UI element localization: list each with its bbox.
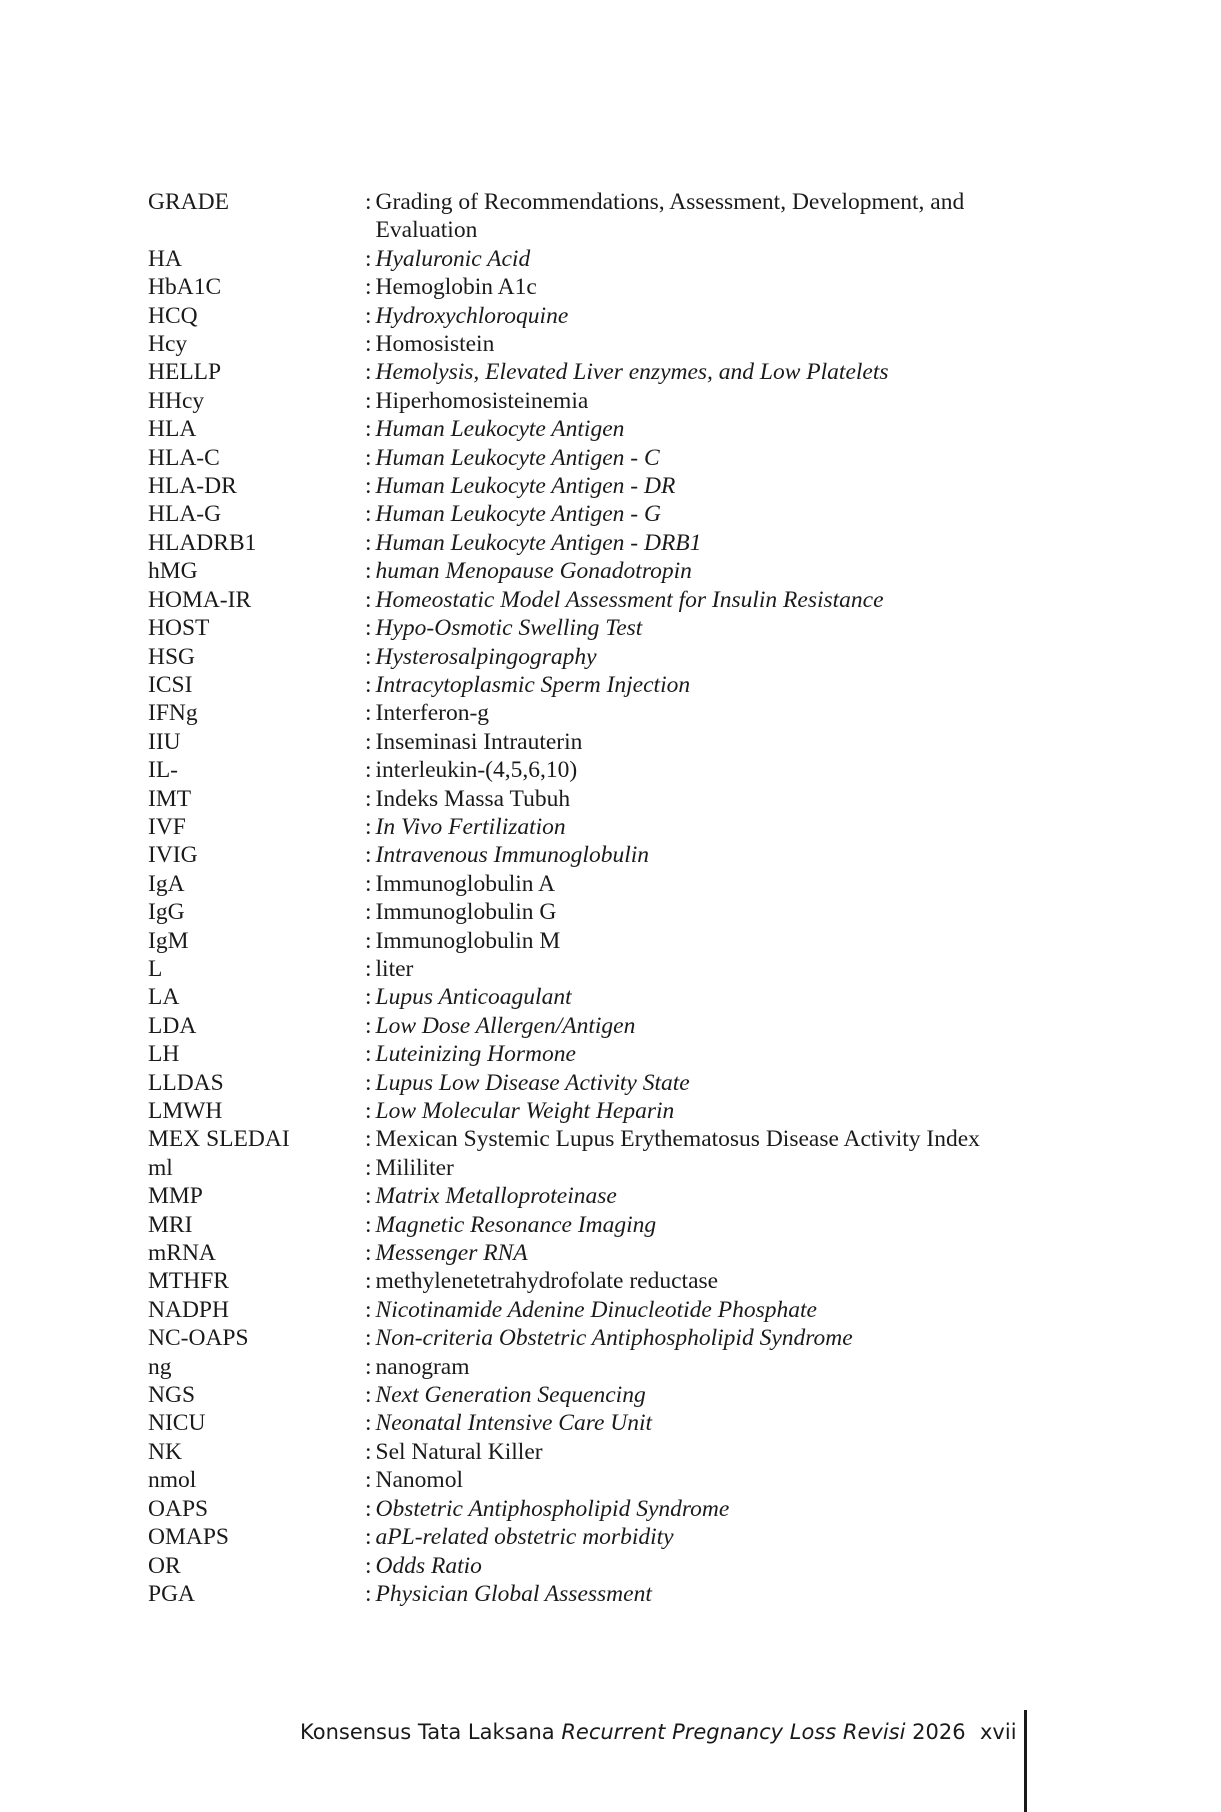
abbreviation-entry — [148, 330, 1048, 358]
abbreviation-term: OAPS — [148, 1495, 209, 1522]
abbreviation-definition: Human Leukocyte Antigen - C — [375, 444, 660, 471]
abbreviation-term: LA — [148, 984, 180, 1011]
separator-colon: : — [365, 1211, 372, 1238]
abbreviation-entry — [148, 1097, 1048, 1125]
separator-colon: : — [365, 1183, 372, 1210]
abbreviation-entry — [148, 1552, 1048, 1580]
separator-colon: : — [365, 1069, 372, 1096]
page-footer — [300, 1718, 966, 1746]
abbreviation-entry — [148, 756, 1048, 784]
abbreviation-term: MMP — [148, 1183, 203, 1210]
separator-colon: : — [365, 1098, 372, 1124]
separator-colon: : — [365, 842, 372, 869]
abbreviation-definition: Nanomol — [375, 1467, 463, 1494]
abbreviation-term: OMAPS — [148, 1524, 229, 1551]
abbreviation-definition: Mililiter — [375, 1154, 454, 1181]
abbreviation-definition: Matrix Metalloproteinase — [375, 1183, 617, 1210]
separator-colon: : — [365, 473, 372, 500]
abbreviation-definition: Hydroxychloroquine — [375, 302, 569, 329]
separator-colon: : — [365, 586, 372, 613]
abbreviation-term: MTHFR — [148, 1268, 229, 1295]
abbreviation-term: HCQ — [148, 302, 198, 329]
abbreviation-definition: Hemoglobin A1c — [375, 274, 537, 301]
abbreviation-term: HLA-DR — [148, 473, 237, 500]
abbreviation-term: IgA — [148, 870, 185, 897]
abbreviation-term: HHcy — [148, 387, 205, 414]
abbreviation-definition: Mexican Systemic Lupus Erythematosus Disease Activity Index — [375, 1126, 980, 1153]
abbreviation-term: IVIG — [148, 842, 198, 869]
abbreviation-definition: Immunoglobulin A — [375, 870, 556, 897]
abbreviation-definition: Sel Natural Killer — [375, 1438, 543, 1465]
abbreviation-term: HSG — [148, 643, 196, 670]
separator-colon: : — [365, 728, 372, 755]
separator-colon: : — [365, 1154, 372, 1181]
separator-colon: : — [365, 1268, 372, 1295]
separator-colon: : — [365, 1325, 372, 1352]
abbreviation-definition: Immunoglobulin G — [375, 899, 557, 926]
abbreviation-entry — [148, 472, 1048, 500]
separator-colon: : — [365, 1495, 372, 1522]
abbreviation-definition: Low Dose Allergen/Antigen — [375, 1012, 636, 1039]
abbreviation-term: PGA — [148, 1580, 196, 1607]
abbreviation-definition: Lupus Low Disease Activity State — [375, 1069, 690, 1096]
abbreviation-entry — [148, 870, 1048, 898]
separator-colon: : — [365, 615, 372, 642]
abbreviation-term: LH — [148, 1041, 180, 1068]
abbreviation-definition: methylenetetrahydrofolate reductase — [375, 1268, 719, 1295]
abbreviation-definition: Non-criteria Obstetric Antiphospholipid Syndrome — [375, 1325, 853, 1352]
abbreviation-entry — [148, 1523, 1048, 1551]
separator-colon: : — [365, 1524, 372, 1551]
separator-colon: : — [365, 1410, 372, 1437]
abbreviation-term: IFNg — [148, 700, 198, 727]
abbreviation-definition: Physician Global Assessment — [375, 1580, 652, 1607]
separator-colon: : — [365, 955, 372, 982]
abbreviation-definition: Human Leukocyte Antigen - DRB1 — [375, 529, 702, 556]
abbreviation-term: HLA — [148, 416, 197, 443]
abbreviation-definition: Intravenous Immunoglobulin — [375, 842, 650, 869]
abbreviation-entry — [148, 358, 1048, 386]
abbreviation-entry — [148, 500, 1048, 528]
abbreviation-term: HA — [148, 245, 182, 272]
abbreviation-entry — [148, 1040, 1048, 1068]
abbreviation-entry — [148, 1409, 1048, 1437]
abbreviation-definition: Hypo-Osmotic Swelling Test — [375, 615, 643, 642]
abbreviation-term: LMWH — [148, 1098, 223, 1124]
abbreviation-entry — [148, 302, 1048, 330]
footer-title — [300, 1718, 966, 1746]
abbreviation-term: HOST — [148, 615, 210, 642]
abbreviation-entry — [148, 1154, 1048, 1182]
abbreviation-term: IVF — [148, 813, 186, 840]
separator-colon: : — [365, 671, 372, 698]
abbreviation-entry — [148, 586, 1048, 614]
abbreviation-entry — [148, 1239, 1048, 1267]
separator-colon: : — [365, 785, 372, 812]
abbreviation-term: HLA-C — [148, 444, 220, 471]
abbreviation-definition: interleukin-(4,5,6,10) — [375, 757, 578, 784]
separator-colon: : — [365, 1296, 372, 1323]
abbreviation-term: ml — [148, 1154, 173, 1181]
separator-colon: : — [365, 870, 372, 897]
footer-title-part-1: Konsensus Tata Laksana — [300, 1720, 562, 1744]
abbreviation-term: MRI — [148, 1211, 193, 1238]
separator-colon: : — [365, 927, 372, 954]
separator-colon: : — [365, 245, 372, 272]
abbreviation-term: LLDAS — [148, 1069, 224, 1096]
abbreviation-entry — [148, 529, 1048, 557]
abbreviation-term: HbA1C — [148, 274, 222, 301]
abbreviation-entry — [148, 1012, 1048, 1040]
abbreviation-entry — [148, 1466, 1048, 1494]
abbreviation-term: L — [148, 955, 163, 982]
abbreviation-term: Hcy — [148, 331, 188, 358]
abbreviation-definition: Homosistein — [375, 331, 495, 358]
separator-colon: : — [365, 1012, 372, 1039]
abbreviation-entry — [148, 614, 1048, 642]
abbreviation-definition: Obstetric Antiphospholipid Syndrome — [375, 1495, 730, 1522]
abbreviation-term: hMG — [148, 558, 198, 585]
abbreviation-entry — [148, 1495, 1048, 1523]
abbreviation-definition: Human Leukocyte Antigen - DR — [375, 473, 676, 500]
abbreviation-definition: Hemolysis, Elevated Liver enzymes, and Low Platelets — [375, 359, 889, 386]
abbreviation-entry — [148, 955, 1048, 983]
abbreviation-term: NC-OAPS — [148, 1325, 249, 1352]
abbreviation-definition: Human Leukocyte Antigen — [375, 416, 625, 443]
abbreviation-entry — [148, 898, 1048, 926]
separator-colon: : — [365, 643, 372, 670]
separator-colon: : — [365, 302, 372, 329]
separator-colon: : — [365, 274, 372, 301]
abbreviation-term: IgM — [148, 927, 189, 954]
abbreviation-definition: human Menopause Gonadotropin — [375, 558, 692, 585]
abbreviation-definition: aPL-related obstetric morbidity — [375, 1524, 674, 1551]
separator-colon: : — [365, 984, 372, 1011]
abbreviation-entry — [148, 699, 1048, 727]
abbreviation-definition: Messenger RNA — [375, 1240, 528, 1267]
abbreviation-entry — [148, 1353, 1048, 1381]
abbreviation-definition: Hiperhomosisteinemia — [375, 387, 589, 414]
separator-colon: : — [365, 899, 372, 926]
abbreviation-term: nmol — [148, 1467, 197, 1494]
abbreviation-definition: Magnetic Resonance Imaging — [375, 1211, 657, 1238]
separator-colon: : — [365, 1552, 372, 1579]
abbreviation-definition: Inseminasi Intrauterin — [375, 728, 583, 755]
abbreviation-term: NK — [148, 1438, 182, 1465]
abbreviation-definition: Interferon-g — [375, 700, 490, 727]
abbreviation-term: IL- — [148, 757, 179, 784]
abbreviation-entry — [148, 273, 1048, 301]
abbreviation-term: NADPH — [148, 1296, 229, 1323]
abbreviation-list — [148, 188, 1048, 1608]
abbreviation-entry — [148, 245, 1048, 273]
abbreviation-entry — [148, 1182, 1048, 1210]
abbreviation-entry — [148, 387, 1048, 415]
abbreviation-entry — [148, 813, 1048, 841]
abbreviation-definition: Indeks Massa Tubuh — [375, 785, 571, 812]
separator-colon: : — [365, 331, 372, 358]
abbreviation-entry — [148, 841, 1048, 869]
abbreviation-entry — [148, 1267, 1048, 1295]
abbreviation-definition: Nicotinamide Adenine Dinucleotide Phosphate — [375, 1296, 817, 1323]
separator-colon: : — [365, 1041, 372, 1068]
separator-colon: : — [365, 1382, 372, 1409]
abbreviation-term: NICU — [148, 1410, 206, 1437]
abbreviation-definition: Next Generation Sequencing — [375, 1382, 646, 1409]
abbreviation-definition: Grading of Recommendations, Assessment, Development, and Evaluation — [375, 189, 965, 244]
separator-colon: : — [365, 387, 372, 414]
abbreviation-term: LDA — [148, 1012, 197, 1039]
footer-vertical-rule — [1024, 1710, 1027, 1812]
abbreviation-entry — [148, 1381, 1048, 1409]
abbreviation-definition: Luteinizing Hormone — [375, 1041, 576, 1068]
abbreviation-term: HLA-G — [148, 501, 222, 528]
separator-colon: : — [365, 558, 372, 585]
abbreviation-term: HELLP — [148, 359, 222, 386]
separator-colon: : — [365, 359, 372, 386]
separator-colon: : — [365, 1126, 372, 1153]
abbreviation-term: ng — [148, 1353, 172, 1380]
abbreviation-entry — [148, 188, 1048, 245]
separator-colon: : — [365, 700, 372, 727]
abbreviation-term: OR — [148, 1552, 181, 1579]
separator-colon: : — [365, 813, 372, 840]
abbreviation-definition: Hyaluronic Acid — [375, 245, 531, 272]
abbreviation-entry — [148, 785, 1048, 813]
abbreviation-definition: Hysterosalpingography — [375, 643, 597, 670]
separator-colon: : — [365, 757, 372, 784]
abbreviation-definition: nanogram — [375, 1353, 470, 1380]
abbreviation-term: NGS — [148, 1382, 196, 1409]
abbreviation-definition: Intracytoplasmic Sperm Injection — [375, 671, 691, 698]
abbreviation-entry — [148, 1296, 1048, 1324]
abbreviation-definition: liter — [375, 955, 414, 982]
abbreviation-entry — [148, 728, 1048, 756]
footer-title-part-3: 2026 — [905, 1720, 966, 1744]
abbreviation-definition: Neonatal Intensive Care Unit — [375, 1410, 653, 1437]
separator-colon: : — [365, 189, 372, 215]
separator-colon: : — [365, 444, 372, 471]
abbreviation-entry — [148, 983, 1048, 1011]
abbreviation-term: HOMA-IR — [148, 586, 252, 613]
abbreviation-entry — [148, 415, 1048, 443]
abbreviation-entry — [148, 557, 1048, 585]
page-number: xvii — [980, 1720, 1017, 1744]
separator-colon: : — [365, 1467, 372, 1494]
abbreviation-term: HLADRB1 — [148, 529, 257, 556]
abbreviation-definition: Low Molecular Weight Heparin — [375, 1098, 675, 1124]
abbreviation-term: IgG — [148, 899, 185, 926]
abbreviation-entry — [148, 1580, 1048, 1608]
abbreviation-entry — [148, 1211, 1048, 1239]
separator-colon: : — [365, 529, 372, 556]
abbreviation-definition: Immunoglobulin M — [375, 927, 561, 954]
abbreviation-entry — [148, 1438, 1048, 1466]
abbreviation-entry — [148, 671, 1048, 699]
separator-colon: : — [365, 416, 372, 443]
abbreviation-definition: Homeostatic Model Assessment for Insulin Resistance — [375, 586, 884, 613]
abbreviation-term: ICSI — [148, 671, 193, 698]
separator-colon: : — [365, 1240, 372, 1267]
separator-colon: : — [365, 1580, 372, 1607]
abbreviation-definition: Odds Ratio — [375, 1552, 482, 1579]
abbreviation-term: MEX SLEDAI — [148, 1126, 290, 1153]
abbreviation-term: IMT — [148, 785, 192, 812]
abbreviation-term: IIU — [148, 728, 181, 755]
abbreviation-term: mRNA — [148, 1240, 216, 1267]
abbreviation-definition: In Vivo Fertilization — [375, 813, 566, 840]
abbreviation-term: GRADE — [148, 189, 229, 215]
abbreviation-entry — [148, 1069, 1048, 1097]
footer-title-part-2: Recurrent Pregnancy Loss Revisi — [561, 1720, 906, 1744]
abbreviation-entry — [148, 927, 1048, 955]
abbreviation-entry — [148, 1324, 1048, 1352]
abbreviation-entry — [148, 444, 1048, 472]
separator-colon: : — [365, 501, 372, 528]
abbreviation-definition: Lupus Anticoagulant — [375, 984, 572, 1011]
separator-colon: : — [365, 1353, 372, 1380]
separator-colon: : — [365, 1438, 372, 1465]
abbreviation-definition: Human Leukocyte Antigen - G — [375, 501, 661, 528]
abbreviation-entry — [148, 1125, 1048, 1153]
abbreviation-entry — [148, 643, 1048, 671]
